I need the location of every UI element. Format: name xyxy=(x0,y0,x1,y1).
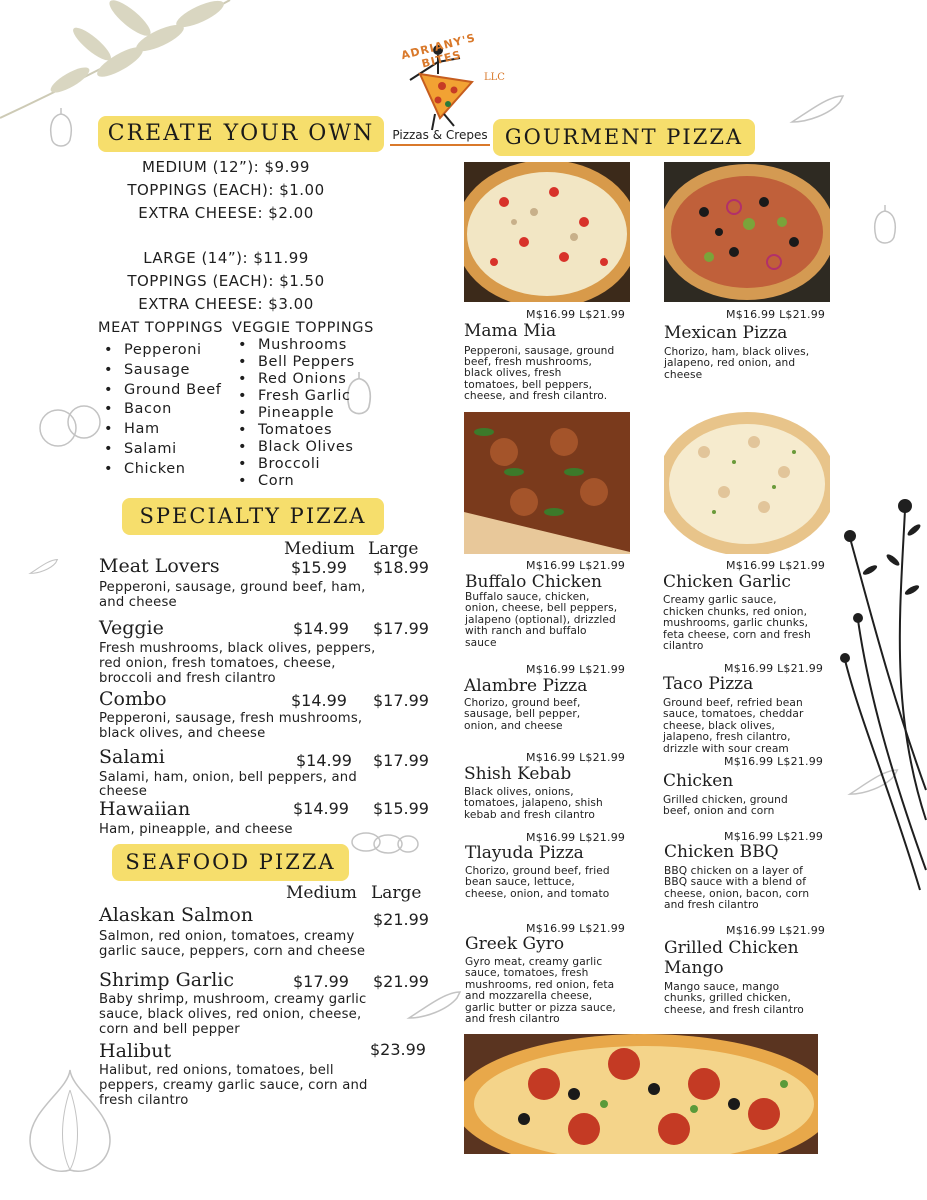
item-desc-line: and fresh cilantro xyxy=(465,1013,560,1025)
item-price: M$16.99 L$21.99 xyxy=(726,924,826,937)
list-item: • Pepperoni xyxy=(98,341,221,361)
item-desc-line: beef, onion and corn xyxy=(663,805,775,817)
item-desc-line: cheese xyxy=(99,784,148,799)
item-name: Buffalo Chicken xyxy=(465,572,602,592)
large-price: $17.99 xyxy=(373,751,429,770)
item-desc-line: onion, cheese, bell peppers, xyxy=(465,602,618,614)
item-name: Taco Pizza xyxy=(663,674,754,694)
item-desc-line: drizzle with sour cream xyxy=(663,743,789,755)
chili-pepper-icon xyxy=(788,92,848,128)
item-desc-line: Grilled chicken, ground xyxy=(663,794,788,806)
list-item: • Black Olives xyxy=(232,439,355,456)
chili-pepper-icon xyxy=(28,556,60,578)
create-your-own-banner xyxy=(98,116,384,152)
item-desc-line: Chorizo, ham, black olives, xyxy=(664,346,810,358)
item-name: Chicken xyxy=(663,771,734,791)
meat-toppings-heading: MEAT TOPPINGS xyxy=(98,320,224,336)
item-price: M$16.99 L$21.99 xyxy=(726,308,826,321)
item-desc-line: and mozzarella cheese, xyxy=(465,990,593,1002)
seafood-pizza-title: SEAFOOD PIZZA xyxy=(125,850,336,874)
item-desc-line: kebab and fresh cilantro xyxy=(464,809,595,821)
seafood-col-medium: Medium xyxy=(286,883,357,903)
item-desc-line: chunks, grilled chicken, xyxy=(664,992,791,1004)
item-desc-line: cheese, onion, bacon, corn xyxy=(664,888,810,900)
large-price: $17.99 xyxy=(373,619,429,638)
veggie-toppings-heading: VEGGIE TOPPINGS xyxy=(232,320,374,336)
item-name: Mango xyxy=(664,958,724,978)
medium-cheese-line: EXTRA CHEESE: $2.00 xyxy=(138,204,314,222)
item-name: Mexican Pizza xyxy=(664,323,788,343)
item-desc-line: sauce xyxy=(465,637,497,649)
item-desc-line: and cheese xyxy=(99,595,177,610)
list-item: • Pineapple xyxy=(232,405,355,422)
item-name: Meat Lovers xyxy=(99,555,220,577)
large-price: $21.99 xyxy=(373,972,429,991)
item-desc-line: cheese, black olives, xyxy=(663,720,775,732)
item-desc-line: Creamy garlic sauce, xyxy=(663,594,777,606)
item-desc-line: black olives, fresh xyxy=(464,367,562,379)
tomato-icon xyxy=(36,400,106,450)
list-item: • Chicken xyxy=(98,460,221,480)
large-price: $23.99 xyxy=(370,1040,426,1059)
medium-price: $14.99 xyxy=(293,799,349,818)
list-item: • Salami xyxy=(98,440,221,460)
item-desc-line: garlic sauce, peppers, corn and cheese xyxy=(99,944,366,959)
mexican-pizza-photo xyxy=(664,162,830,302)
item-price: M$16.99 L$21.99 xyxy=(526,308,626,321)
list-item: • Sausage xyxy=(98,361,221,381)
item-desc-line: fresh cilantro xyxy=(99,1093,189,1108)
gourmet-pizza-banner xyxy=(493,119,755,156)
brand-suffix: LLC xyxy=(484,72,505,83)
buffalo-chicken-photo xyxy=(464,412,630,554)
leaf-branch-icon xyxy=(0,0,240,120)
item-desc-line: sauce, tomatoes, fresh xyxy=(465,967,589,979)
specialty-pizza-banner xyxy=(122,498,384,535)
item-name: Mama Mia xyxy=(464,321,557,341)
list-item: • Tomatoes xyxy=(232,422,355,439)
item-name: Halibut xyxy=(99,1040,172,1062)
meat-toppings-list xyxy=(98,341,221,480)
list-item: • Red Onions xyxy=(232,371,355,388)
item-desc-line: Black olives, onions, xyxy=(464,786,574,798)
large-price: $21.99 xyxy=(373,910,429,929)
item-desc-line: beef, fresh mushrooms, xyxy=(464,356,592,368)
specialty-col-medium: Medium xyxy=(284,539,355,559)
item-name: Shrimp Garlic xyxy=(99,969,235,991)
medium-price: $15.99 xyxy=(291,558,347,577)
item-desc-line: BBQ sauce with a blend of xyxy=(664,876,807,888)
tomato-icon xyxy=(350,828,420,856)
item-price: M$16.99 L$21.99 xyxy=(526,751,626,764)
large-price-line: LARGE (14”): $11.99 xyxy=(143,249,309,267)
item-desc-line: chicken chunks, red onion, xyxy=(663,606,808,618)
item-desc-line: Ground beef, refried bean xyxy=(663,697,803,709)
seafood-col-large: Large xyxy=(371,883,422,903)
list-item: • Bacon xyxy=(98,400,221,420)
item-name: Alambre Pizza xyxy=(464,676,588,696)
item-name: Hawaiian xyxy=(99,798,191,820)
item-desc-line: mushrooms, red onion, feta xyxy=(465,979,615,991)
item-name: Greek Gyro xyxy=(465,934,565,954)
medium-price-line: MEDIUM (12”): $9.99 xyxy=(142,158,310,176)
item-name: Salami xyxy=(99,746,165,768)
item-price: M$16.99 L$21.99 xyxy=(724,662,824,675)
item-desc-line: Mango sauce, mango xyxy=(664,981,780,993)
item-name: Combo xyxy=(99,688,167,710)
large-price: $15.99 xyxy=(373,799,429,818)
item-price: M$16.99 L$21.99 xyxy=(526,559,626,572)
item-desc-line: jalapeno (optional), drizzled xyxy=(465,614,616,626)
item-price: M$16.99 L$21.99 xyxy=(526,663,626,676)
item-desc-line: Pepperoni, sausage, ground xyxy=(464,345,615,357)
brand-logo xyxy=(380,22,505,152)
item-desc-line: and fresh cilantro xyxy=(664,899,759,911)
bell-pepper-icon xyxy=(870,205,900,247)
item-name: Shish Kebab xyxy=(464,764,572,784)
item-desc-line: Pepperoni, sausage, fresh mushrooms, xyxy=(99,711,363,726)
item-desc-line: BBQ chicken on a layer of xyxy=(664,865,803,877)
item-desc-line: Halibut, red onions, tomatoes, bell xyxy=(99,1063,334,1078)
list-item: • Bell Peppers xyxy=(232,354,355,371)
seafood-pizza-banner xyxy=(112,844,349,881)
mama-mia-photo xyxy=(464,162,630,302)
item-desc-line: sausage, bell pepper, xyxy=(464,708,581,720)
list-item: • Mushrooms xyxy=(232,337,355,354)
item-desc-line: Gyro meat, creamy garlic xyxy=(465,956,603,968)
list-item: • Ham xyxy=(98,420,221,440)
featured-pizza-photo xyxy=(464,1034,818,1154)
bell-pepper-icon xyxy=(46,108,76,148)
item-desc-line: onion, and cheese xyxy=(464,720,563,732)
chili-pepper-icon xyxy=(404,988,466,1024)
item-desc-line: black olives, and cheese xyxy=(99,726,266,741)
item-desc-line: Buffalo sauce, chicken, xyxy=(465,591,590,603)
item-desc-line: cheese, and fresh cilantro. xyxy=(464,390,608,402)
item-price: M$16.99 L$21.99 xyxy=(526,922,626,935)
item-price: M$16.99 L$21.99 xyxy=(724,755,824,768)
list-item: • Ground Beef xyxy=(98,381,221,401)
flower-stems-icon xyxy=(830,490,927,910)
item-desc-line: Salami, ham, onion, bell peppers, and xyxy=(99,770,357,785)
list-item: • Fresh Garlic xyxy=(232,388,355,405)
item-name: Veggie xyxy=(99,617,164,639)
specialty-col-large: Large xyxy=(368,539,419,559)
large-toppings-line: TOPPINGS (EACH): $1.50 xyxy=(127,272,325,290)
item-desc-line: tomatoes, bell peppers, xyxy=(464,379,593,391)
medium-price: $17.99 xyxy=(293,972,349,991)
specialty-pizza-title: SPECIALTY PIZZA xyxy=(139,504,367,528)
brand-tagline: Pizzas & Crepes xyxy=(390,128,490,146)
item-name: Chicken BBQ xyxy=(664,842,779,862)
veggie-toppings-list xyxy=(232,337,355,490)
item-desc-line: feta cheese, corn and fresh xyxy=(663,629,811,641)
item-desc-line: cheese, and fresh cilantro xyxy=(664,1004,804,1016)
brand-name: ADRIANY'S BITES xyxy=(399,31,477,71)
item-desc-line: cheese, onion, and tomato xyxy=(465,888,610,900)
item-desc-line: Chorizo, ground beef, fried xyxy=(465,865,610,877)
medium-price: $14.99 xyxy=(291,691,347,710)
item-desc-line: broccoli and fresh cilantro xyxy=(99,671,276,686)
item-desc-line: mushrooms, garlic chunks, xyxy=(663,617,809,629)
large-cheese-line: EXTRA CHEESE: $3.00 xyxy=(138,295,314,313)
list-item: • Broccoli xyxy=(232,456,355,473)
large-price: $18.99 xyxy=(373,558,429,577)
gourmet-pizza-title: GOURMENT PIZZA xyxy=(504,125,744,149)
item-desc-line: Salmon, red onion, tomatoes, creamy xyxy=(99,929,355,944)
item-desc-line: jalapeno, red onion, and xyxy=(664,357,796,369)
item-price: M$16.99 L$21.99 xyxy=(526,831,626,844)
item-name: Chicken Garlic xyxy=(663,572,791,592)
item-desc-line: jalapeno, fresh cilantro, xyxy=(663,731,791,743)
item-desc-line: bean sauce, lettuce, xyxy=(465,876,575,888)
item-desc-line: garlic butter or pizza sauce, xyxy=(465,1002,616,1014)
item-desc-line: Chorizo, ground beef, xyxy=(464,697,581,709)
item-name: Tlayuda Pizza xyxy=(465,843,584,863)
item-desc-line: peppers, creamy garlic sauce, corn and xyxy=(99,1078,368,1093)
item-desc-line: red onion, fresh tomatoes, cheese, xyxy=(99,656,336,671)
large-price: $17.99 xyxy=(373,691,429,710)
item-desc-line: cilantro xyxy=(663,640,704,652)
list-item: • Corn xyxy=(232,473,355,490)
item-price: M$16.99 L$21.99 xyxy=(724,830,824,843)
item-desc-line: with ranch and buffalo xyxy=(465,625,587,637)
item-desc-line: Ham, pineapple, and cheese xyxy=(99,822,293,837)
item-desc-line: Pepperoni, sausage, ground beef, ham, xyxy=(99,580,366,595)
create-your-own-title: CREATE YOUR OWN xyxy=(107,121,375,146)
medium-toppings-line: TOPPINGS (EACH): $1.00 xyxy=(127,181,325,199)
item-desc-line: corn and bell pepper xyxy=(99,1022,240,1037)
medium-price: $14.99 xyxy=(296,751,352,770)
chicken-garlic-photo xyxy=(664,412,830,554)
item-price: M$16.99 L$21.99 xyxy=(726,559,826,572)
item-desc-line: cheese xyxy=(664,369,703,381)
item-desc-line: sauce, tomatoes, cheddar xyxy=(663,708,804,720)
item-desc-line: sauce, black olives, red onion, cheese, xyxy=(99,1007,362,1022)
item-name: Alaskan Salmon xyxy=(99,904,254,926)
item-desc-line: Fresh mushrooms, black olives, peppers, xyxy=(99,641,376,656)
item-desc-line: tomatoes, jalapeno, shish xyxy=(464,797,603,809)
item-name: Grilled Chicken xyxy=(664,938,799,958)
item-desc-line: Baby shrimp, mushroom, creamy garlic xyxy=(99,992,367,1007)
medium-price: $14.99 xyxy=(293,619,349,638)
